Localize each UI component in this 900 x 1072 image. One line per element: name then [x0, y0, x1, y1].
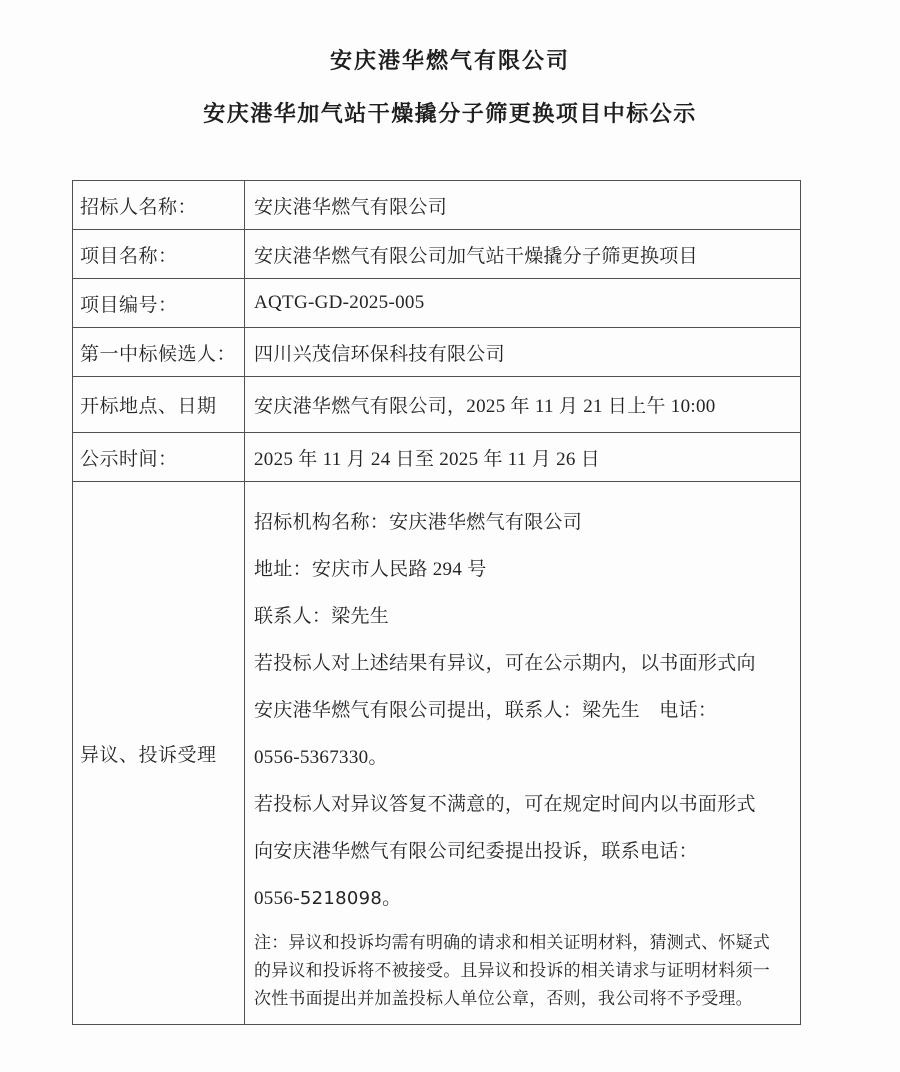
- table-row: [73, 433, 801, 482]
- page-title: 安庆港华燃气有限公司: [329, 48, 570, 73]
- table-row: [73, 377, 801, 433]
- row-label: 开标地点、日期: [73, 377, 245, 433]
- complaint-line-phone1: 0556-5367330。: [254, 747, 388, 768]
- table-row: [73, 181, 801, 230]
- row-label: 招标人名称：: [73, 181, 245, 230]
- complaint-content: [245, 482, 801, 1025]
- complaint-line-agency: 招标机构名称：安庆港华燃气有限公司: [254, 512, 583, 533]
- row-label: 项目名称：: [73, 230, 245, 279]
- note-line: 注：异议和投诉均需有明确的请求和相关证明材料，猜测式、怀疑式: [254, 933, 770, 952]
- complaint-line-address: 地址：安庆市人民路 294 号: [254, 559, 487, 580]
- complaint-line: 若投标人对异议答复不满意的，可在规定时间内以书面形式: [254, 794, 756, 815]
- row-value: AQTG-GD-2025-005: [245, 279, 801, 328]
- complaint-line: 安庆港华燃气有限公司提出，联系人：梁先生 电话：: [254, 700, 718, 721]
- note-line: 次性书面提出并加盖投标人单位公章，否则，我公司将不予受理。: [254, 989, 753, 1008]
- phone2-period: 。: [382, 888, 402, 909]
- row-value: 四川兴茂信环保科技有限公司: [245, 328, 801, 377]
- complaint-line: 向安庆港华燃气有限公司纪委提出投诉，联系电话：: [254, 841, 698, 862]
- table-row: [73, 279, 801, 328]
- row-label: 第一中标候选人：: [73, 328, 245, 377]
- row-value: 安庆港华燃气有限公司加气站干燥撬分子筛更换项目: [245, 230, 801, 279]
- complaint-line-phone2: [254, 875, 788, 922]
- complaint-row: [73, 482, 801, 1025]
- complaint-line: 若投标人对上述结果有异议，可在公示期内，以书面形式向: [254, 653, 756, 674]
- note-block: [254, 929, 788, 1013]
- page-subtitle: 安庆港华加气站干燥撬分子筛更换项目中标公示: [203, 101, 697, 126]
- row-label: 项目编号：: [73, 279, 245, 328]
- complaint-line-contact: 联系人：梁先生: [254, 606, 390, 627]
- table-row: [73, 328, 801, 377]
- note-line: 的异议和投诉将不被接受。且异议和投诉的相关请求与证明材料须一: [254, 961, 770, 980]
- row-value: 安庆港华燃气有限公司: [245, 181, 801, 230]
- bid-announcement-table: [72, 180, 801, 1025]
- phone2-number: 5218098: [299, 888, 383, 909]
- complaint-label: 异议、投诉受理: [73, 482, 245, 1025]
- row-value: 安庆港华燃气有限公司，2025 年 11 月 21 日上午 10:00: [245, 377, 801, 433]
- row-value: 2025 年 11 月 24 日至 2025 年 11 月 26 日: [245, 433, 801, 482]
- phone2-prefix: 0556-: [254, 888, 300, 909]
- table-row: [73, 230, 801, 279]
- document-header: [0, 0, 900, 128]
- row-label: 公示时间：: [73, 433, 245, 482]
